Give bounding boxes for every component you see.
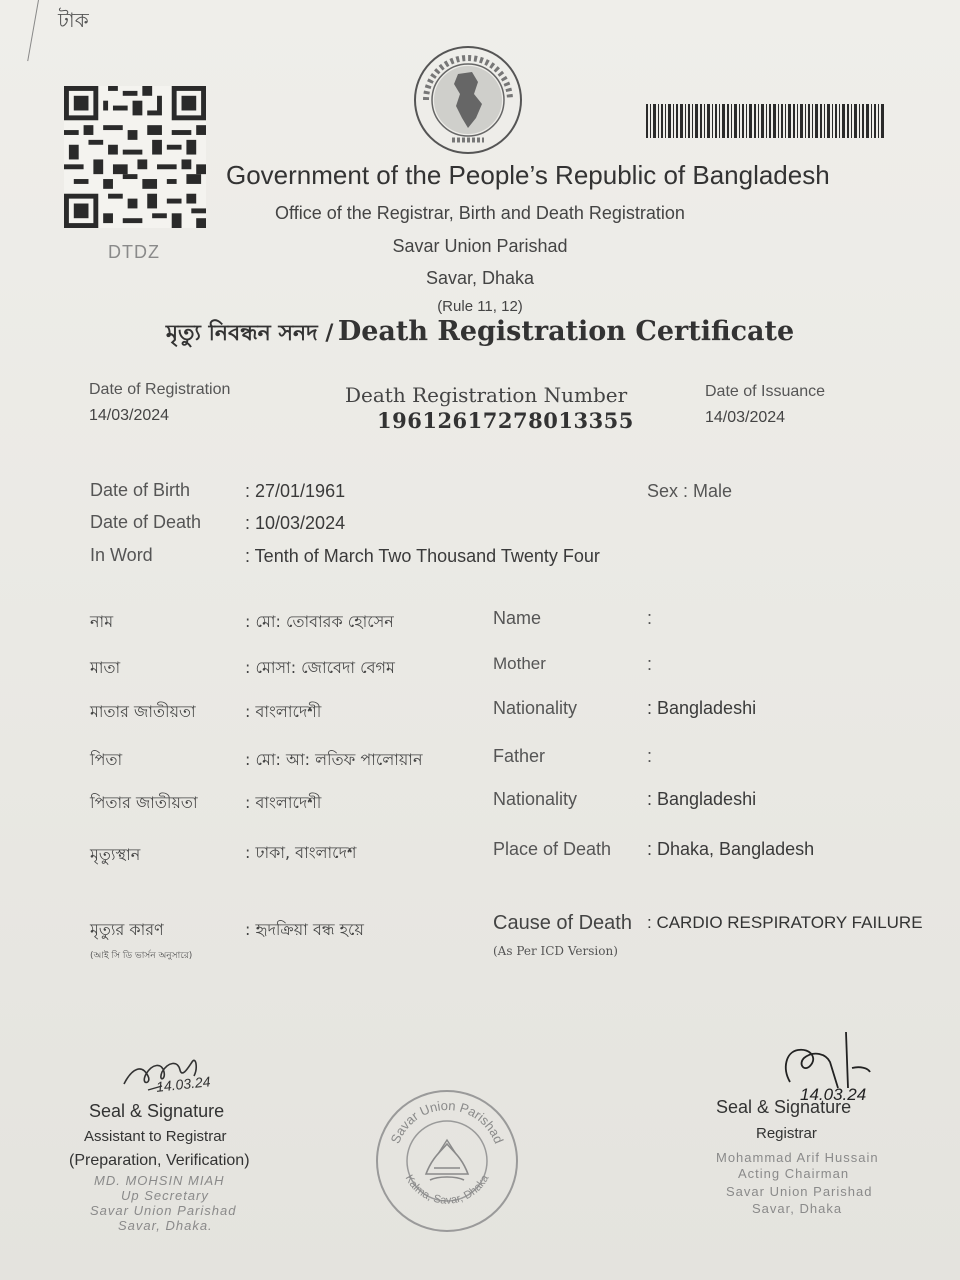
- date-of-registration-value: 14/03/2024: [89, 407, 170, 424]
- father-bn-label: পিতা: [90, 750, 123, 769]
- place-of-death-bn-value: : ঢাকা, বাংলাদেশ: [245, 843, 357, 862]
- mother-nationality-en-value: : Bangladeshi: [647, 698, 757, 718]
- date-of-issuance-value: 14/03/2024: [705, 409, 786, 426]
- government-title: Government of the People’s Republic of Bangladesh: [226, 160, 830, 190]
- assistant-role: Assistant to Registrar: [84, 1128, 227, 1145]
- registration-number-label: Death Registration Number: [345, 383, 628, 407]
- mother-nationality-bn-value: : বাংলাদেশী: [245, 702, 322, 721]
- place-of-death-en-value: : Dhaka, Bangladesh: [647, 839, 815, 859]
- assistant-stamp-name: MD. MOHSIN MIAH: [94, 1173, 225, 1188]
- corner-line: [27, 0, 39, 61]
- mother-bn-label: মাতা: [90, 658, 121, 677]
- qr-code-label: DTDZ: [108, 242, 160, 262]
- registration-number-value: 19612617278013355: [377, 408, 634, 433]
- mother-en-label: Mother: [493, 654, 546, 673]
- registrar-seal-heading: Seal & Signature: [716, 1097, 852, 1117]
- date-of-death-label: Date of Death: [90, 512, 202, 532]
- government-emblem-icon: [412, 44, 524, 156]
- father-nationality-bn-label: পিতার জাতীয়তা: [90, 793, 198, 812]
- mother-bn-value: : মোসা: জোবেদা বেগম: [245, 658, 395, 677]
- cause-of-death-en-value: : CARDIO RESPIRATORY FAILURE: [647, 913, 923, 932]
- name-bn-label: নাম: [90, 612, 114, 631]
- mother-en-value: :: [647, 654, 653, 674]
- date-of-birth-value: : 27/01/1961: [245, 481, 346, 501]
- mother-nationality-en-label: Nationality: [493, 698, 578, 718]
- father-nationality-bn-value: : বাংলাদেশী: [245, 793, 322, 812]
- assistant-stamp-office: Savar Union Parishad: [90, 1203, 237, 1218]
- father-en-value: :: [647, 746, 653, 766]
- cause-of-death-bn-note: (আই সি ডি ভার্সন অনুসারে): [90, 951, 193, 961]
- registrar-stamp-name: Mohammad Arif Hussain: [716, 1150, 879, 1165]
- name-bn-value: : মো: তোবারক হোসেন: [245, 612, 394, 631]
- mother-nationality-bn-label: মাতার জাতীয়তা: [90, 702, 196, 721]
- union-parishad-round-seal: [374, 1088, 520, 1234]
- name-en-value: :: [647, 608, 653, 628]
- registrar-handwritten-date: 14.03.24: [800, 1085, 867, 1104]
- father-en-label: Father: [493, 746, 546, 766]
- barcode-icon: [646, 104, 884, 138]
- assistant-stamp-place: Savar, Dhaka.: [118, 1218, 213, 1233]
- corner-handwritten-mark: টাক: [58, 8, 89, 32]
- round-seal-bottom-text: Kalma, Savar, Dhaka: [402, 1172, 492, 1207]
- registrar-stamp-place: Savar, Dhaka: [752, 1201, 843, 1216]
- cause-of-death-bn-value: : হৃদক্রিয়া বন্ধ হয়ে: [245, 920, 364, 939]
- location-line: Savar, Dhaka: [425, 268, 535, 288]
- in-word-label: In Word: [90, 545, 153, 565]
- parishad-line: Savar Union Parishad: [392, 236, 568, 256]
- certificate-title-bn: মৃত্যু নিবন্ধন সনদ /: [165, 321, 334, 346]
- certificate-title-en: Death Registration Certificate: [337, 316, 795, 347]
- date-of-death-value: : 10/03/2024: [245, 513, 346, 533]
- cause-of-death-en-note: (As Per ICD Version): [493, 944, 618, 958]
- registrar-stamp-office: Savar Union Parishad: [726, 1184, 873, 1199]
- registrar-stamp-title: Acting Chairman: [738, 1166, 850, 1181]
- cause-of-death-en-label: Cause of Death: [493, 912, 632, 934]
- sex-value: Sex : Male: [647, 481, 733, 501]
- registrar-role: Registrar: [756, 1125, 817, 1142]
- father-bn-value: : মো: আ: লতিফ পালোয়ান: [245, 750, 423, 769]
- assistant-duty: (Preparation, Verification): [69, 1152, 250, 1169]
- round-seal-top-text: Savar Union Parishad: [387, 1097, 507, 1146]
- in-word-value: : Tenth of March Two Thousand Twenty Four: [245, 546, 600, 566]
- assistant-seal-heading: Seal & Signature: [89, 1101, 225, 1121]
- certificate-title: [0, 316, 960, 353]
- assistant-handwritten-date: 14.03.24: [155, 1073, 212, 1095]
- date-of-issuance-label: Date of Issuance: [705, 383, 826, 400]
- place-of-death-bn-label: মৃত্যুস্থান: [90, 845, 141, 864]
- date-of-birth-label: Date of Birth: [90, 480, 191, 500]
- father-nationality-en-label: Nationality: [493, 789, 578, 809]
- rule-line: (Rule 11, 12): [437, 298, 523, 315]
- name-en-label: Name: [493, 608, 542, 628]
- assistant-stamp-title: Up Secretary: [121, 1188, 209, 1203]
- father-nationality-en-value: : Bangladeshi: [647, 789, 757, 809]
- office-line: Office of the Registrar, Birth and Death Registration: [275, 203, 685, 223]
- date-of-registration-label: Date of Registration: [89, 381, 231, 398]
- cause-of-death-bn-label: মৃত্যুর কারণ: [90, 920, 164, 939]
- place-of-death-en-label: Place of Death: [493, 839, 612, 859]
